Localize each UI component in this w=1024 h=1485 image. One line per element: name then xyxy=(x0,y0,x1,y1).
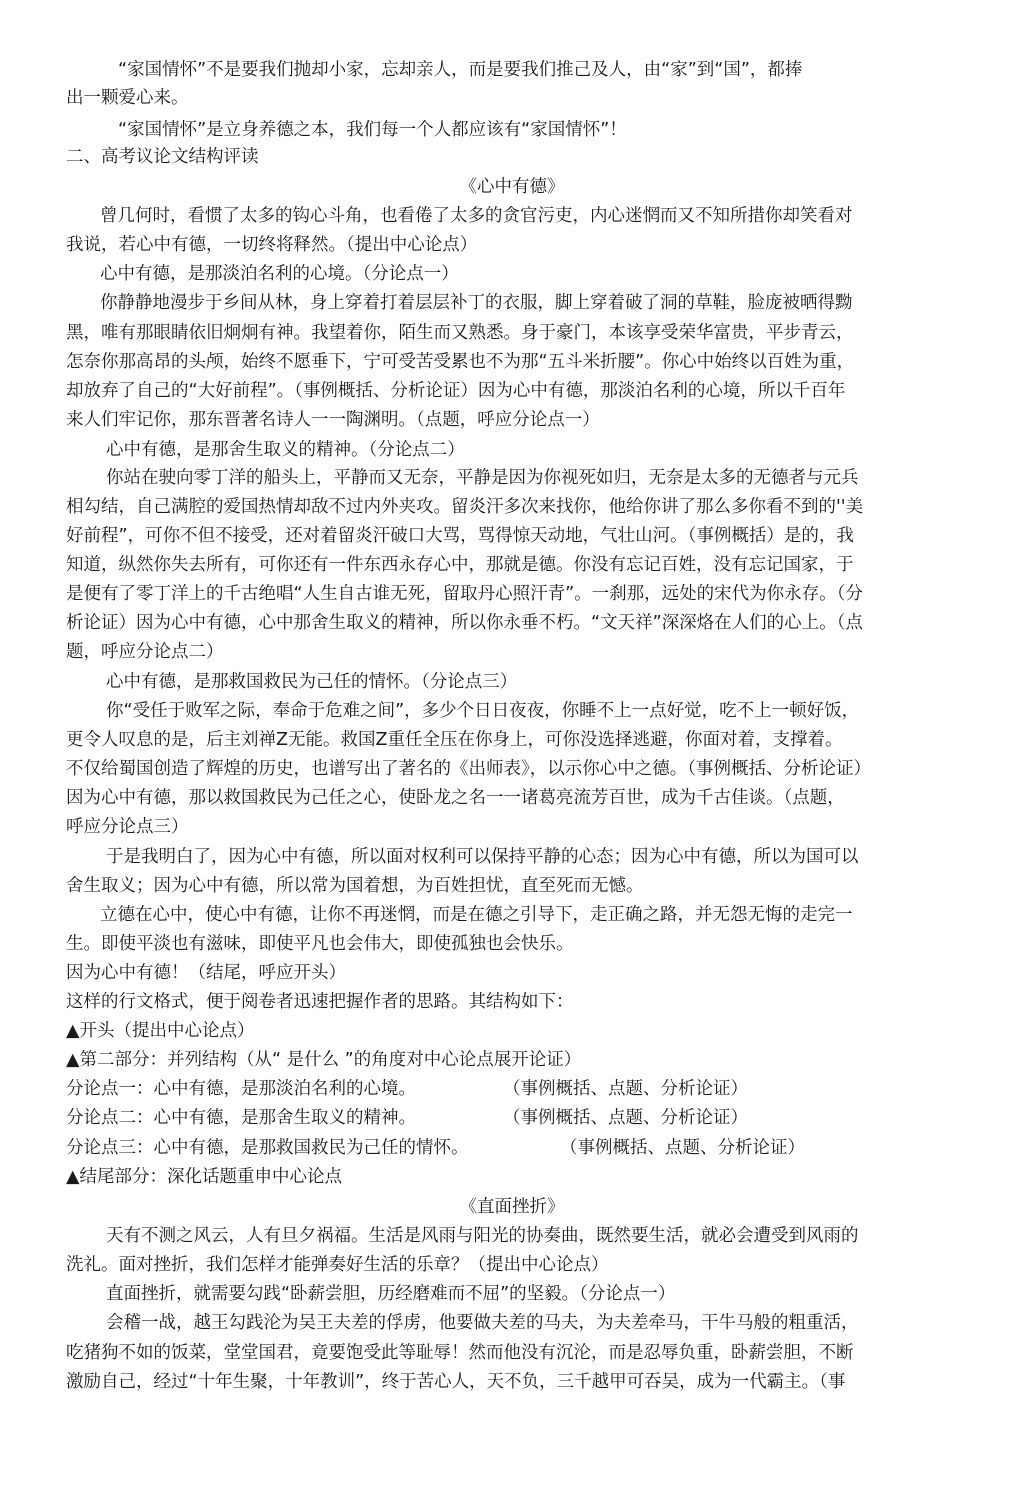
outline-note: （事例概括、点题、分析论证） xyxy=(560,1138,805,1158)
text-line: 直面挫折，就需要勾践“卧薪尝胆，历经磨难而不屈”的坚毅。（分论点一） xyxy=(106,1284,676,1304)
text-line: 因为心中有德，那以救国救民为己任之心，使卧龙之名一一诸葛亮流芳百世，成为千古佳谈。（点题， xyxy=(66,788,845,808)
text-line: 你“受任于败军之际，奉命于危难之间”，多少个日日夜夜，你睡不上一点好觉，吃不上一顿好饭， xyxy=(106,701,860,721)
text-line: 析论证）因为心中有德，心中那舍生取义的精神，所以你永垂不朽。“文天祥”深深烙在人们的心上。（点 xyxy=(66,613,863,633)
essay-title: 《直面挫折》 xyxy=(459,1197,565,1217)
text-line: 于是我明白了，因为心中有德，所以面对权利可以保持平静的心态；因为心中有德，所以为国可以 xyxy=(106,847,859,867)
text-line: “家国情怀”是立身养德之本，我们每一个人都应该有“家国情怀”！ xyxy=(118,120,627,140)
text-line: 更令人叹息的是，后主刘禅Z无能。救国Z重任全压在你身上，可你没选择逃避，你面对着，支撑着。 xyxy=(66,730,843,750)
text-line: 洗礼。面对挫折，我们怎样才能弹奏好生活的乐章？（提出中心论点） xyxy=(66,1255,609,1275)
text-line: 心中有德，是那淡泊名利的心境。（分论点一） xyxy=(100,264,459,284)
text-line: 立德在心中，使心中有德，让你不再迷惘，而是在德之引导下，走正确之路，并无怨无悔的走完一 xyxy=(100,905,853,925)
section-heading: 二、高考议论文结构评读 xyxy=(66,147,259,167)
outline-note: （事例概括、点题、分析论证） xyxy=(503,1108,748,1128)
essay-title: 《心中有德》 xyxy=(459,177,565,197)
text-line: 生。即使平淡也有滋味，即使平凡也会伟大，即使孤独也会快乐。 xyxy=(66,934,574,954)
text-line: 心中有德，是那舍生取义的精神。（分论点二） xyxy=(106,440,465,460)
text-line: 天有不测之风云，人有旦夕祸福。生活是风雨与阳光的协奏曲，既然要生活，就必会遭受到风雨的 xyxy=(106,1226,859,1246)
text-line: 黑，唯有那眼睛依旧炯炯有神。我望着你，陌生而又熟悉。身于豪门，本该享受荣华富贵，平步青云， xyxy=(66,323,854,343)
outline-item: ▲开头（提出中心论点） xyxy=(66,1021,255,1041)
outline-item: 分论点二：心中有德，是那舍生取义的精神。 xyxy=(66,1108,416,1128)
text-line: 心中有德，是那救国救民为己任的情怀。（分论点三） xyxy=(106,672,518,692)
text-line: 我说，若心中有德，一切终将释然。（提出中心论点） xyxy=(66,235,478,255)
text-line: 激励自己，经过“十年生聚，十年教训”，终于苦心人，天不负，三千越甲可吞吴，成为一代霸主。（事 xyxy=(66,1372,846,1392)
text-line: 题，呼应分论点二） xyxy=(66,642,224,662)
text-line: 这样的行文格式，便于阅卷者迅速把握作者的思路。其结构如下： xyxy=(66,992,574,1012)
outline-item: ▲结尾部分：深化话题重申中心论点 xyxy=(66,1167,342,1187)
text-line: 不仅给蜀国创造了辉煌的历史，也谱写出了著名的《出师表》，以示你心中之德。（事例概括、分析论证） xyxy=(66,759,871,779)
text-line: 出一颗爱心来。 xyxy=(66,88,189,108)
outline-note: （事例概括、点题、分析论证） xyxy=(503,1079,748,1099)
text-line: 吃猪狗不如的饭菜，堂堂国君，竟要饱受此等耻辱！然而他没有沉沦，而是忍辱负重，卧薪尝胆，不断 xyxy=(66,1343,854,1363)
text-line: 怎奈你那高昂的头颅，始终不愿垂下，宁可受苦受累也不为那“五斗米折腰”。你心中始终以百姓为重， xyxy=(66,352,855,372)
outline-item: ▲第二部分：并列结构（从“ 是什么 ”的角度对中心论点展开论证） xyxy=(66,1050,582,1070)
text-line: 因为心中有德！（结尾，呼应开头） xyxy=(66,963,346,983)
text-line: 知道，纵然你失去所有，可你还有一件东西永存心中，那就是德。你没有忘记百姓，没有忘记国家，于 xyxy=(66,555,854,575)
text-line: 呼应分论点三） xyxy=(66,817,189,837)
text-line: 曾几何时，看惯了太多的钩心斗角，也看倦了太多的贪官污吏，内心迷惘而又不知所措你却笑看对 xyxy=(100,206,853,226)
text-line: 相勾结，自己满腔的爱国热情却敌不过内外夹攻。留炎汗多次来找你，他给你讲了那么多你看不到的''美 xyxy=(66,497,864,517)
outline-item: 分论点三：心中有德，是那救国救民为己任的情怀。 xyxy=(66,1138,469,1158)
text-line: 会稽一战，越王勾践沦为吴王夫差的俘虏，他要做夫差的马夫，为夫差牵马，干牛马般的粗重活， xyxy=(106,1313,859,1333)
text-line: 却放弃了自己的“大好前程”。（事例概括、分析论证）因为心中有德，那淡泊名利的心境，所以千百年 xyxy=(66,381,846,401)
text-line: 舍生取义；因为心中有德，所以常为国着想，为百姓担忧，直至死而无憾。 xyxy=(66,876,644,896)
text-line: 你静静地漫步于乡间从林，身上穿着打着层层补丁的衣服，脚上穿着破了洞的草鞋，脸庞被晒得黝 xyxy=(100,293,853,313)
text-line: 你站在驶向零丁洋的船头上，平静而又无奈，平静是因为你视死如归，无奈是太多的无德者与元兵 xyxy=(106,468,859,488)
text-line: 来人们牢记你，那东晋著名诗人一一陶渊明。（点题，呼应分论点一） xyxy=(66,410,600,430)
text-line: 好前程”，可你不但不接受，还对着留炎汗破口大骂，骂得惊天动地，气壮山河。（事例概括）是的，我 xyxy=(66,526,854,546)
text-line: “家国情怀”不是要我们抛却小家，忘却亲人，而是要我们推己及人，由“家”到“国”，都捧 xyxy=(118,60,803,80)
text-line: 是便有了零丁洋上的千古绝唱“人生自古谁无死，留取丹心照汗青”。一刹那，远处的宋代为你永存。（分 xyxy=(66,584,863,604)
outline-item: 分论点一：心中有德，是那淡泊名利的心境。 xyxy=(66,1079,416,1099)
